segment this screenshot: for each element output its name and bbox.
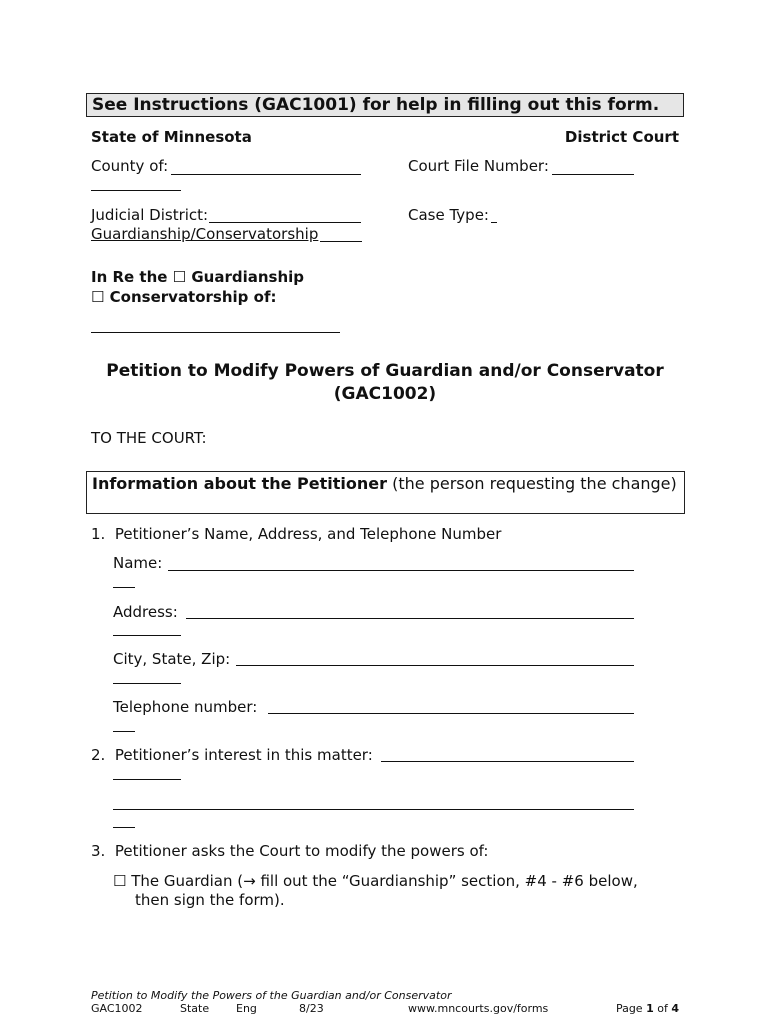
city-state-zip-field-continued[interactable] [113, 683, 181, 684]
court-file-field[interactable] [552, 174, 634, 175]
footer-form-code: GAC1002 [91, 1002, 143, 1015]
in-re-line1[interactable]: In Re the ☐ Guardianship [91, 268, 305, 286]
item-3-label: 3. Petitioner asks the Court to modify the powers of: [91, 842, 489, 860]
court-file-label: Court File Number: [408, 157, 549, 175]
footer-page-number [616, 1002, 679, 1015]
telephone-field-continued[interactable] [113, 731, 135, 732]
page-title: Petition to Modify Powers of Guardian and/or Conservator [106, 361, 664, 381]
page-of: of [653, 1002, 672, 1015]
section-heading: Information about the Petitioner [92, 474, 388, 493]
in-re-line2[interactable]: ☐ Conservatorship of: [91, 288, 277, 306]
case-type-value: Guardianship/Conservatorship [91, 225, 319, 243]
footer-form-title: Petition to Modify the Powers of the Guardian and/or Conservator [91, 989, 452, 1002]
case-type-blank [491, 222, 497, 223]
interest-field-line2[interactable] [113, 809, 634, 810]
county-label: County of: [91, 157, 169, 175]
name-field-continued[interactable] [113, 587, 135, 588]
county-field[interactable] [171, 174, 361, 175]
footer-date: 8/23 [299, 1002, 324, 1015]
item-2-label: 2. Petitioner’s interest in this matter: [91, 746, 373, 764]
page-total: 4 [671, 1002, 679, 1015]
address-field-continued[interactable] [113, 635, 181, 636]
form-code-title: (GAC1002) [333, 384, 437, 404]
telephone-label: Telephone number: [113, 698, 258, 716]
case-type-label: Case Type: [408, 206, 489, 224]
court-label: District Court [564, 128, 679, 146]
city-state-zip-field[interactable] [236, 665, 634, 666]
interest-field[interactable] [381, 761, 634, 762]
page-prefix: Page [615, 1002, 647, 1015]
petitioner-section-header [86, 471, 685, 514]
judicial-district-label: Judicial District: [91, 206, 209, 224]
address-label: Address: [113, 603, 178, 621]
telephone-field[interactable] [268, 713, 634, 714]
address-field[interactable] [186, 618, 634, 619]
name-field[interactable] [168, 570, 634, 571]
section-heading-note: (the person requesting the change) [387, 474, 677, 493]
guardian-checkbox-option[interactable]: ☐ The Guardian (→ fill out the “Guardianship” section, #4 - #6 below, [113, 872, 638, 890]
judicial-district-field[interactable] [209, 222, 361, 223]
item-1-label: 1. Petitioner’s Name, Address, and Telephone Number [91, 525, 502, 543]
guardian-option-continued: then sign the form). [135, 891, 285, 909]
county-field-continued[interactable] [91, 190, 181, 191]
footer-state: State [180, 1002, 210, 1015]
state-label: State of Minnesota [91, 128, 252, 146]
footer-language: Eng [236, 1002, 257, 1015]
footer-url[interactable]: www.mncourts.gov/forms [408, 1002, 549, 1015]
interest-field-line2-continued[interactable] [113, 827, 135, 828]
instructions-banner: See Instructions (GAC1001) for help in filling out this form. [86, 93, 684, 117]
interest-field-continued[interactable] [113, 779, 181, 780]
respondent-name-field[interactable] [91, 332, 340, 333]
page-num: 1 [646, 1002, 654, 1015]
case-type-underline [320, 241, 362, 242]
city-state-zip-label: City, State, Zip: [113, 650, 231, 668]
to-court: TO THE COURT: [91, 429, 207, 447]
name-label: Name: [113, 554, 163, 572]
